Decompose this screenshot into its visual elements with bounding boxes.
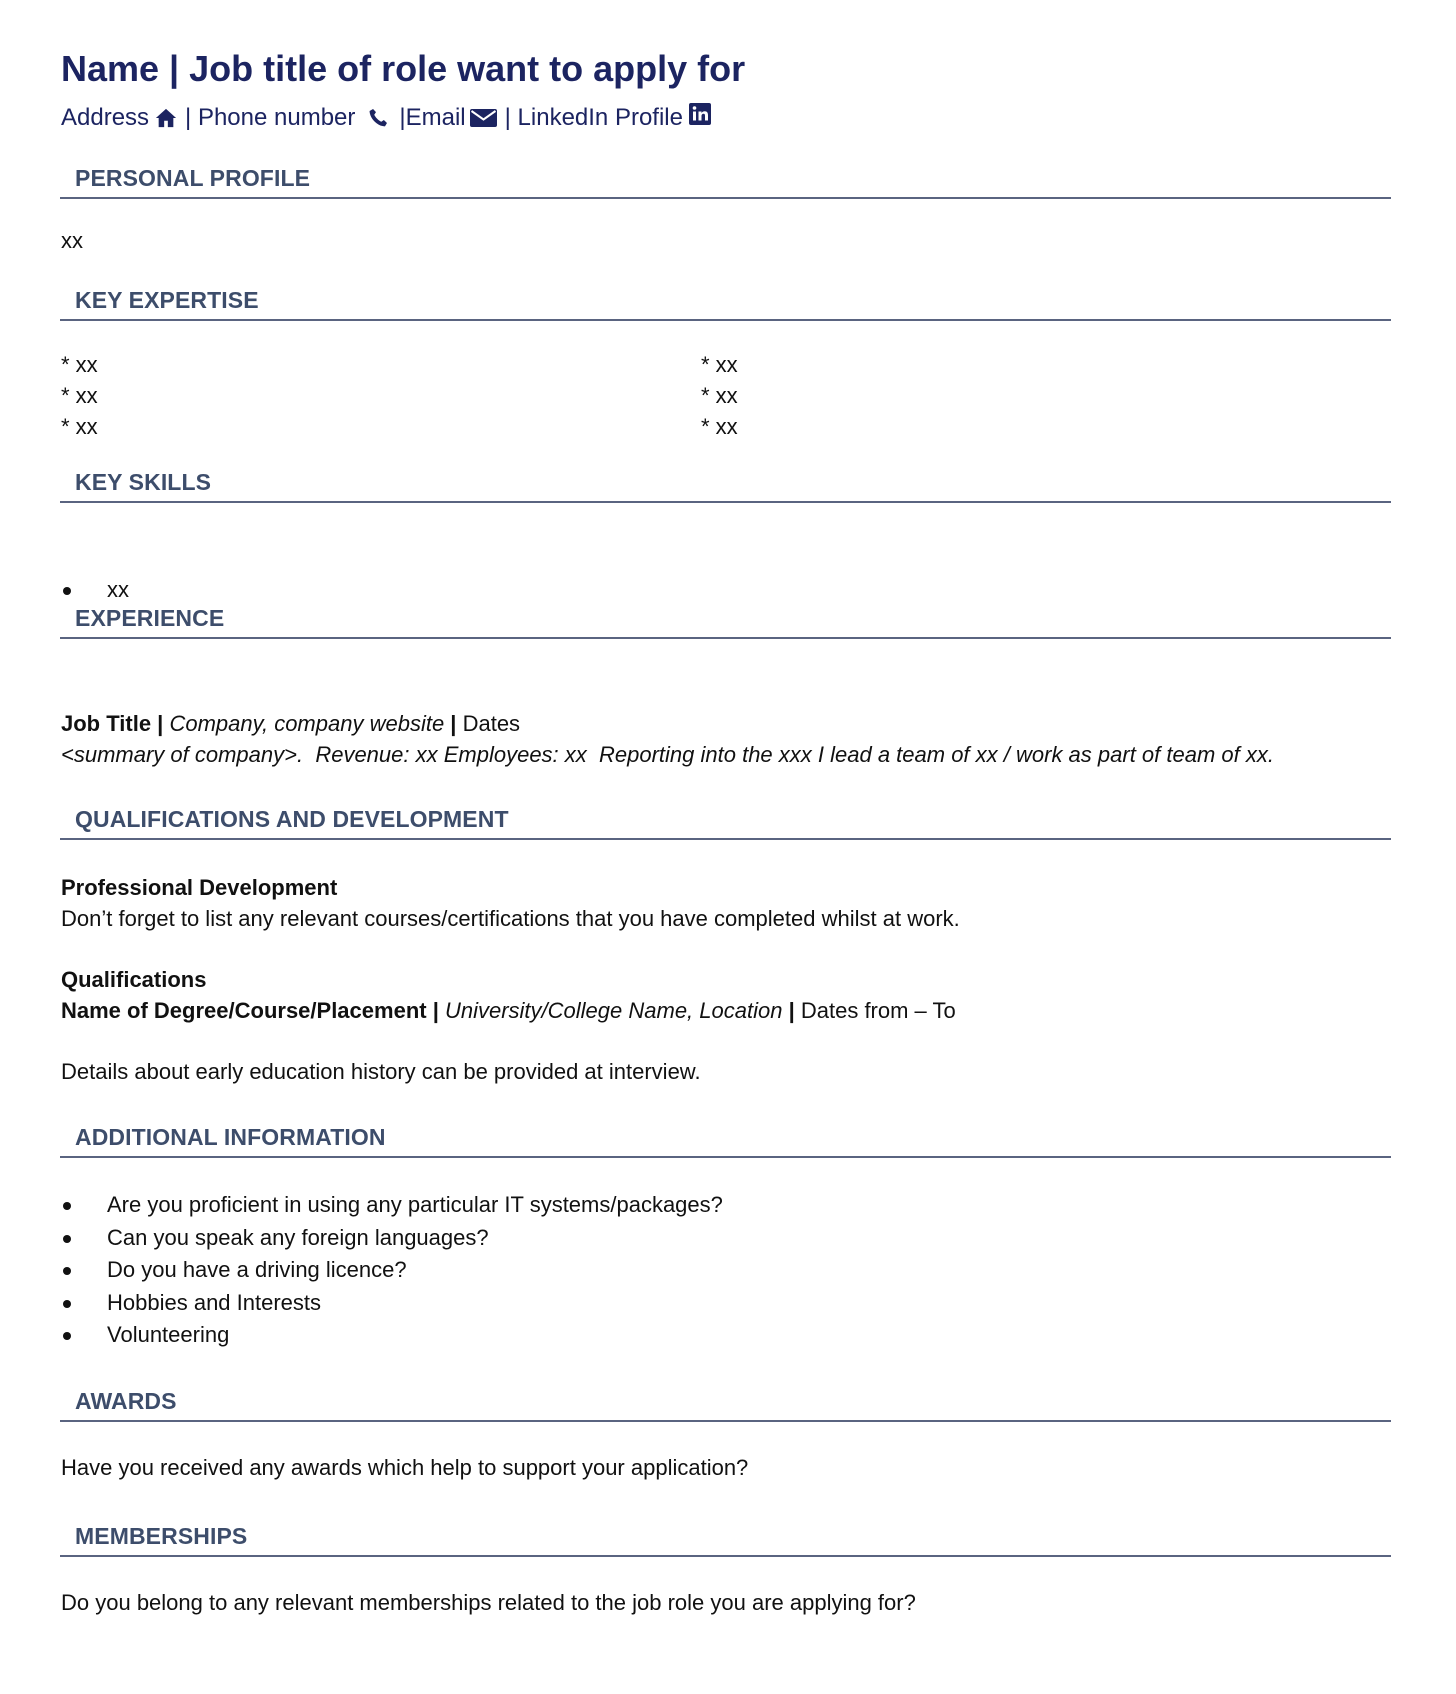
bullet-icon bbox=[63, 587, 71, 595]
envelope-icon bbox=[470, 108, 497, 128]
personal-profile-text: xx bbox=[61, 228, 83, 253]
page-title: Name | Job title of role want to apply for bbox=[61, 48, 746, 89]
section-heading-key-skills: KEY SKILLS bbox=[60, 469, 1391, 503]
list-item: * xx bbox=[61, 352, 98, 377]
bullet-icon bbox=[63, 1300, 71, 1308]
list-item: * xx bbox=[701, 383, 738, 408]
university-name: University/College Name, Location bbox=[444, 998, 783, 1023]
professional-development-text: Don’t forget to list any relevant courses/certifications that you have completed whilst at work. bbox=[61, 906, 960, 931]
list-item: * xx bbox=[701, 414, 738, 439]
early-education-text: Details about early education history can be provided at interview. bbox=[61, 1059, 701, 1084]
awards-text: Have you received any awards which help to support your application? bbox=[61, 1455, 749, 1480]
contact-phone: | Phone number bbox=[185, 104, 356, 131]
section-heading-awards: AWARDS bbox=[60, 1388, 1391, 1422]
job-dates: Dates bbox=[462, 711, 521, 736]
section-heading-key-expertise: KEY EXPERTISE bbox=[60, 287, 1391, 321]
section-heading-memberships: MEMBERSHIPS bbox=[60, 1523, 1391, 1557]
job-title: Job Title bbox=[61, 711, 152, 736]
section-heading-experience: EXPERIENCE bbox=[60, 605, 1391, 639]
qualification-entry-line: Name of Degree/Course/Placement | University/College Name, Location | Dates from – To bbox=[61, 998, 956, 1023]
linkedin-icon bbox=[689, 103, 711, 125]
list-item: * xx bbox=[701, 352, 738, 377]
professional-development-heading: Professional Development bbox=[61, 875, 338, 900]
section-heading-qualifications: QUALIFICATIONS AND DEVELOPMENT bbox=[60, 806, 1391, 840]
key-expertise-left-column bbox=[61, 349, 98, 442]
phone-icon bbox=[367, 107, 389, 129]
contact-address: Address bbox=[61, 104, 150, 131]
company-name: Company, company website bbox=[169, 711, 445, 736]
list-item: * xx bbox=[61, 383, 98, 408]
memberships-text: Do you belong to any relevant memberships related to the job role you are applying for? bbox=[61, 1590, 916, 1615]
bullet-icon bbox=[63, 1332, 71, 1340]
key-skills-list bbox=[61, 574, 129, 607]
company-summary: <summary of company>. Revenue: xx Employees: xx Reporting into the xxx I lead a team of xx / work as part of team of xx. bbox=[61, 742, 1274, 767]
bullet-icon bbox=[63, 1235, 71, 1243]
section-heading-additional-information: ADDITIONAL INFORMATION bbox=[60, 1124, 1391, 1158]
degree-name: Name of Degree/Course/Placement bbox=[61, 998, 427, 1023]
home-icon bbox=[155, 107, 177, 129]
list-item: Do you have a driving licence? bbox=[61, 1254, 723, 1287]
contact-email: |Email bbox=[399, 104, 466, 131]
qualification-dates: Dates from – To bbox=[800, 998, 956, 1023]
contact-line bbox=[61, 104, 711, 132]
list-item: Are you proficient in using any particular IT systems/packages? bbox=[61, 1189, 723, 1222]
list-item: Volunteering bbox=[61, 1319, 723, 1352]
list-item: Hobbies and Interests bbox=[61, 1287, 723, 1320]
list-item: * xx bbox=[61, 414, 98, 439]
experience-entry-line: Job Title | Company, company website | Dates bbox=[61, 711, 521, 736]
bullet-icon bbox=[63, 1202, 71, 1210]
section-heading-personal-profile: PERSONAL PROFILE bbox=[60, 165, 1391, 199]
key-expertise-right-column bbox=[701, 349, 738, 442]
bullet-icon bbox=[63, 1267, 71, 1275]
list-item: Can you speak any foreign languages? bbox=[61, 1222, 723, 1255]
additional-information-list bbox=[61, 1189, 723, 1352]
qualifications-heading: Qualifications bbox=[61, 967, 207, 992]
contact-linkedin: | LinkedIn Profile bbox=[504, 104, 683, 131]
list-item: xx bbox=[61, 574, 129, 607]
